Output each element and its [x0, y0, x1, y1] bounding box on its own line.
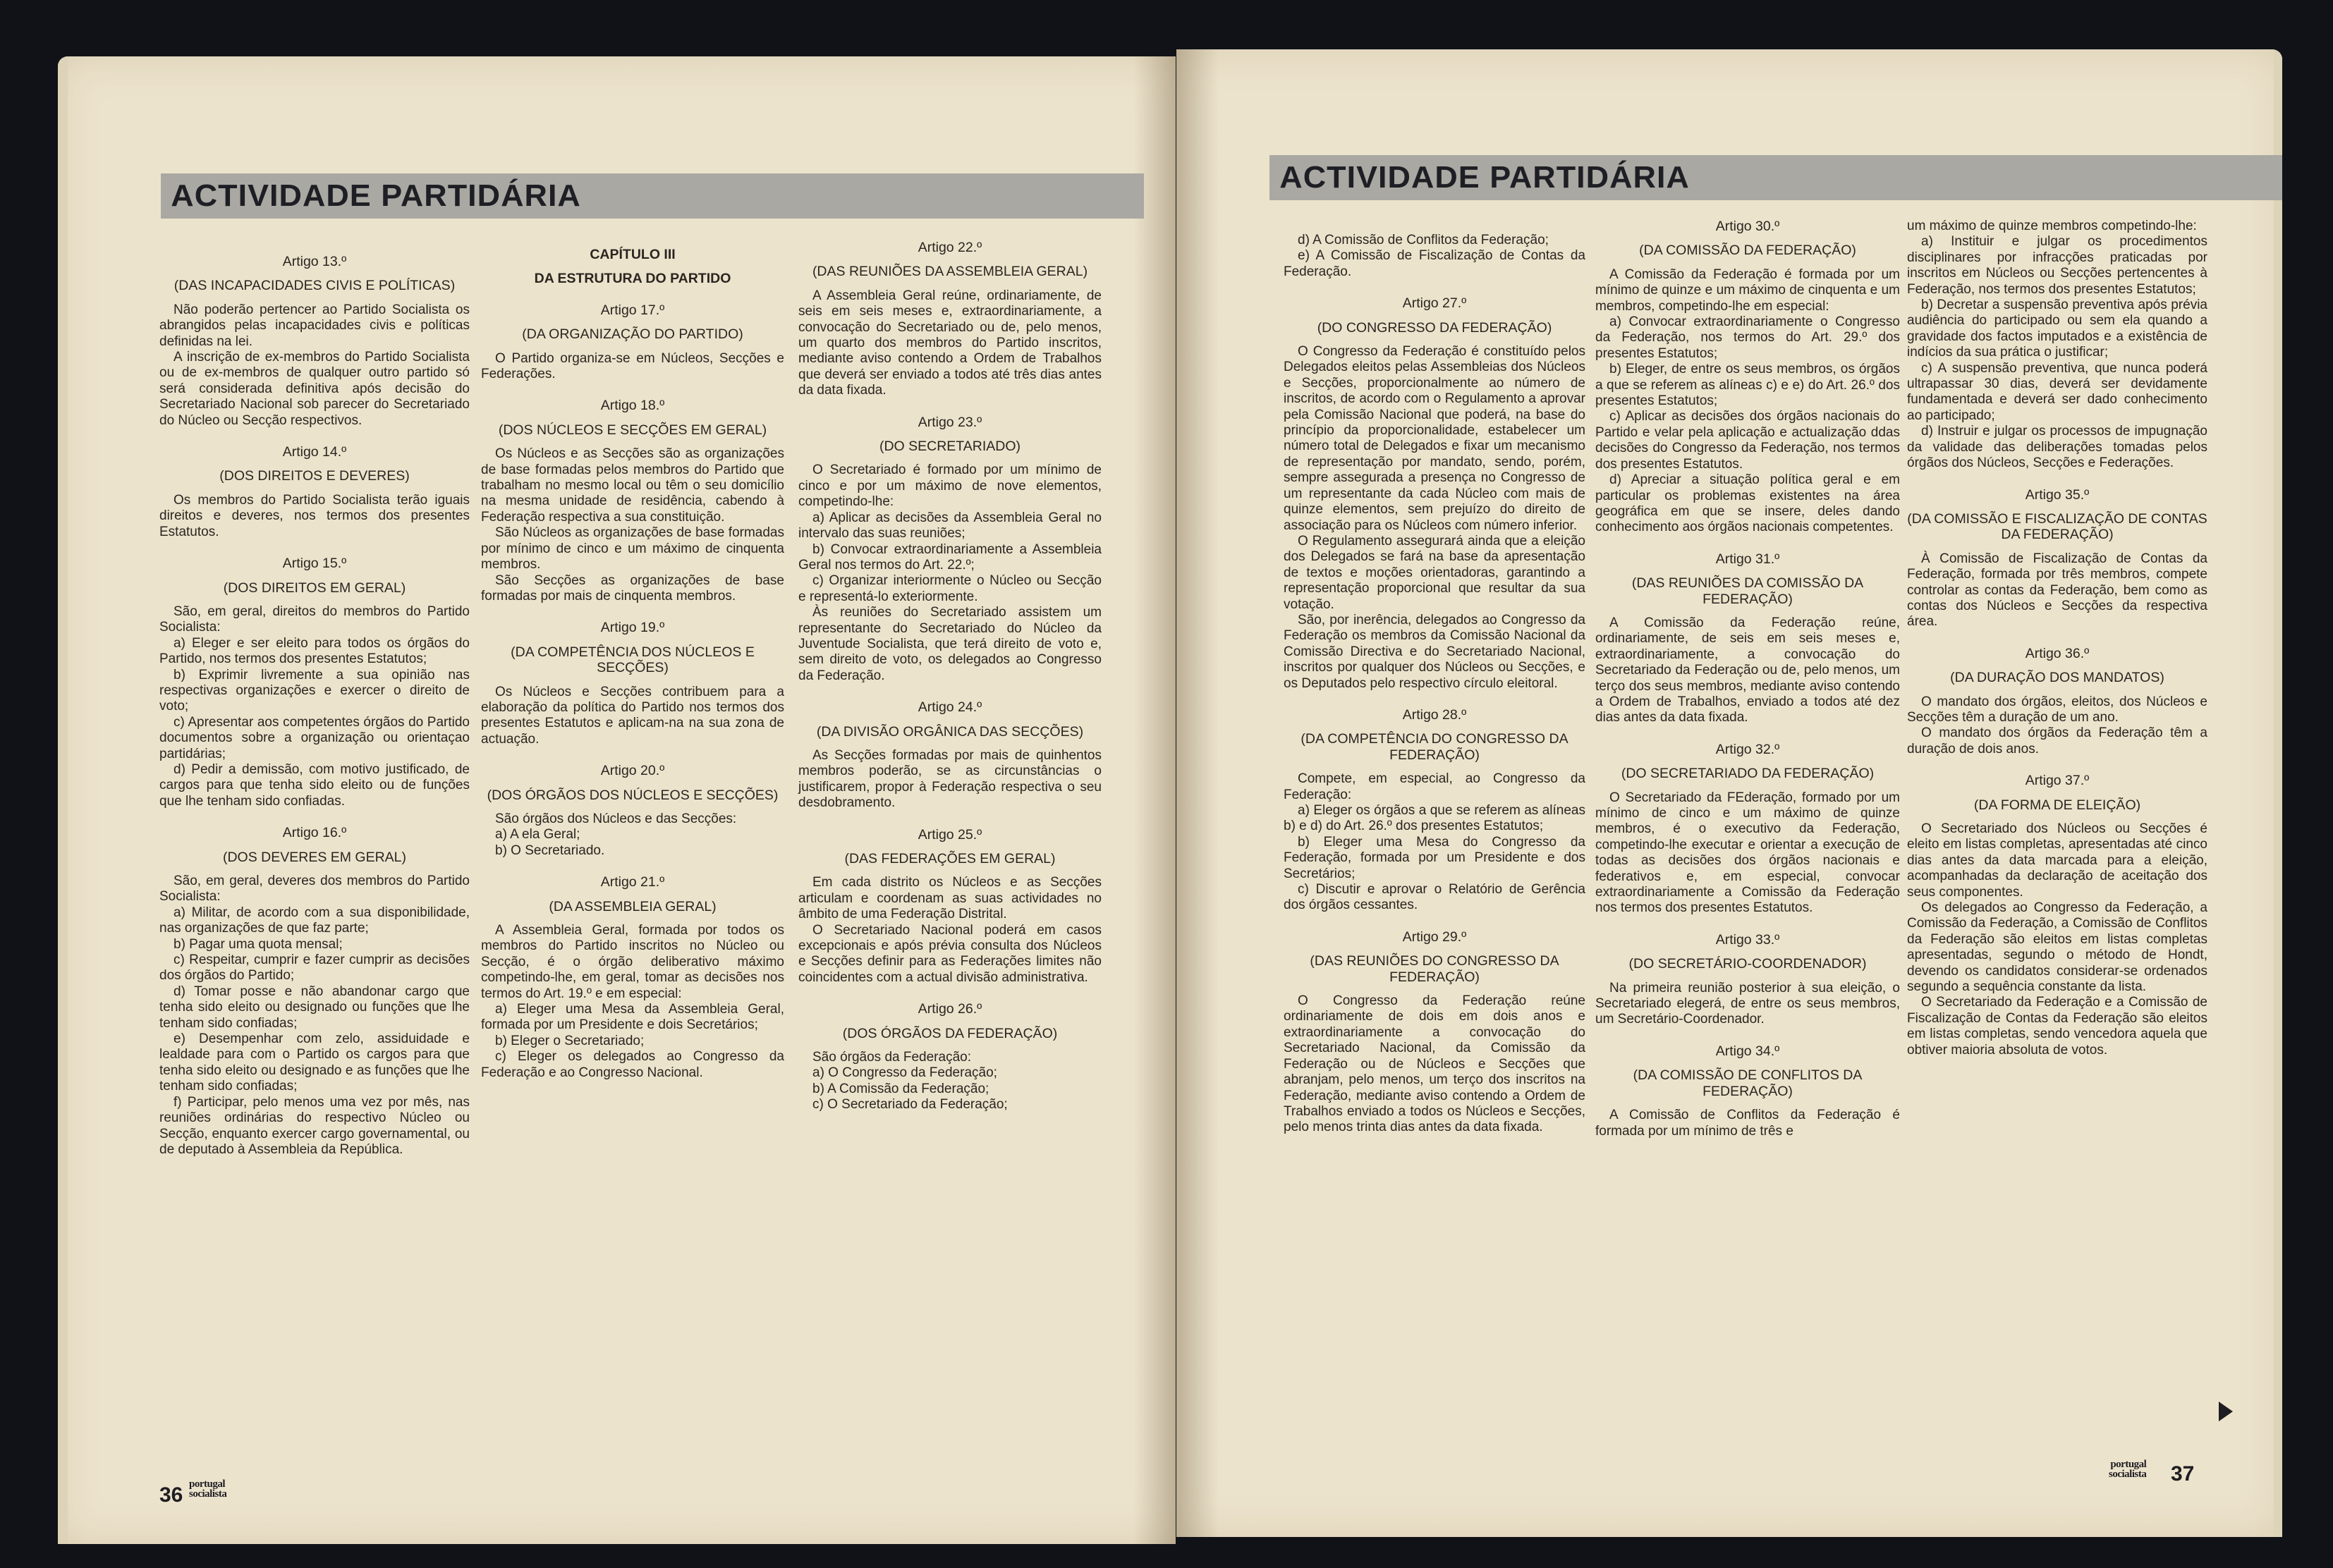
article-heading: Artigo 16.º — [282, 825, 347, 841]
logo-line-2: socialista — [189, 1488, 227, 1500]
paragraph: a) Eleger os órgãos a que se referem as alíneas b) e d) do Art. 26.º dos presentes Estatutos; — [1284, 803, 1585, 834]
continue-arrow-icon — [2219, 1402, 2233, 1421]
page-gutter-shadow — [1133, 56, 1176, 1544]
paragraph: A Comissão da Federação reúne, ordinariamente, de seis em seis meses e, extraordinariamente, a convocação do Secretariado da Federação ou de, pelo menos, um terço dos seus membros, mediante aviso contendo a Ordem de Trabalhos, enviado a todos até dez dias antes da data fixada. — [1595, 615, 1900, 725]
chapter-heading: CAPÍTULO III — [590, 247, 676, 262]
paragraph: d) Instruir e julgar os processos de impugnação da validade das deliberações tomadas pelos órgãos dos Núcleos, Secções e Federações. — [1907, 424, 2207, 471]
paragraph: a) O Congresso da Federação; — [812, 1065, 997, 1081]
article-title: (DA ASSEMBLEIA GERAL) — [549, 898, 717, 914]
article-heading: Artigo 30.º — [1715, 219, 1780, 234]
logo-line-2: socialista — [2109, 1469, 2147, 1480]
paragraph: A Comissão da Federação é formada por um mínimo de quinze e um máximo de cinquenta e um membros, competindo-lhe em especial: — [1595, 267, 1900, 314]
paragraph: a) A ela Geral; — [495, 827, 580, 843]
column-1 — [1284, 233, 1585, 1136]
paragraph: c) Aplicar as decisões dos órgãos nacionais do Partido e velar pela aplicação e actualização ddas decisões do Congresso da Federação, nos termos dos presentes Estatutos. — [1595, 409, 1900, 472]
article-title: (DA COMPETÊNCIA DOS NÚCLEOS E SECÇÕES) — [511, 644, 755, 676]
paragraph: c) Organizar interiormente o Núcleo ou Secção e representá-lo exteriormente. — [798, 573, 1102, 604]
article-heading: Artigo 26.º — [918, 1001, 982, 1017]
article-heading: Artigo 28.º — [1402, 706, 1467, 723]
paragraph: O mandato dos órgãos da Federação têm a duração de dois anos. — [1907, 725, 2207, 757]
article-heading: Artigo 15.º — [282, 556, 347, 572]
paragraph: Os membros do Partido Socialista terão iguais direitos e deveres, nos termos dos presentes Estatutos. — [159, 492, 470, 539]
right-page — [1176, 49, 2282, 1537]
paragraph: c) Respeitar, cumprir e fazer cumprir as decisões dos órgãos do Partido; — [159, 953, 470, 984]
page-number: 37 — [2171, 1462, 2195, 1486]
paragraph: e) A Comissão de Fiscalização de Contas da Federação. — [1284, 248, 1585, 279]
article-title: (DO CONGRESSO DA FEDERAÇÃO) — [1317, 319, 1552, 336]
paragraph: Os Núcleos e as Secções são as organizações de base formadas pelos membros do Partido que trabalham no mesmo local ou têm o seu domicílio na mesma unidade de residência, cabendo à Federação respectiva a sua constituição. — [481, 446, 784, 525]
article-title: (DA DIVISÃO ORGÂNICA DAS SECÇÕES) — [816, 723, 1084, 740]
paragraph: Não poderão pertencer ao Partido Socialista os abrangidos pelas incapacidades civis e políticas definidas na lei. — [159, 302, 470, 349]
paragraph: c) A suspensão preventiva, que nunca poderá ultrapassar 30 dias, deverá ser devidamente fundamentada e deverá ser dado conhecimento ao participado; — [1907, 360, 2207, 423]
article-title: (DAS INCAPACIDADES CIVIS E POLÍTICAS) — [173, 278, 456, 294]
article-heading: Artigo 31.º — [1715, 551, 1780, 567]
paragraph: b) Decretar a suspensão preventiva após prévia audiência do participado ou sem ela quando a gravidade dos factos imputados e a existência de indícios da sua prática o justificar; — [1907, 298, 2207, 360]
paragraph: c) O Secretariado da Federação; — [812, 1097, 1008, 1113]
paragraph: c) Apresentar aos competentes órgãos do Partido documentos sobre a organização ou orientaçao partidárias; — [159, 714, 470, 761]
paragraph: Às reuniões do Secretariado assistem um representante do Secretariado do Núcleo da Juventude Socialista, que terá direito de voto e, sem direito de voto, os delegados ao Congresso da Federação. — [798, 605, 1102, 683]
column-1 — [159, 254, 470, 1158]
paragraph: À Comissão de Fiscalização de Contas da Federação, formada por três membros, compete controlar as contas da Federação, bem como as contas dos Núcleos e Secções da respectiva área. — [1907, 551, 2207, 630]
paragraph: d) A Comissão de Conflitos da Federação; — [1298, 233, 1549, 247]
section-banner — [1269, 155, 2282, 200]
paragraph: e) Desempenhar com zelo, assiduidade e lealdade para com o Partido os cargos para que tenha sido eleito ou designado e as funções que lhe tenham sido confiadas; — [159, 1031, 470, 1094]
article-title: (DAS FEDERAÇÕES EM GERAL) — [844, 851, 1056, 866]
paragraph: a) Eleger e ser eleito para todos os órgãos do Partido, nos termos dos presentes Estatutos; — [159, 635, 470, 667]
page-gutter-shadow — [1176, 49, 1219, 1537]
paragraph: Os delegados ao Congresso da Federação, a Comissão da Federação, a Comissão de Conflitos da Federação são eleitos em listas completas apresentadas, segundo o método de Hondt, devendo os candidatos considerar-se ordenados segundo a sequência constante da lista. — [1907, 900, 2207, 995]
article-title: (DA FORMA DE ELEIÇÃO) — [1973, 797, 2141, 813]
article-title: (DOS ÓRGÃOS DA FEDERAÇÃO) — [842, 1025, 1058, 1041]
article-title: (DOS DIREITOS EM GERAL) — [223, 580, 406, 596]
paragraph: d) Tomar posse e não abandonar cargo que tenha sido eleito ou designado ou funções que lhe tenham sido confiadas; — [159, 984, 470, 1031]
paragraph: a) Aplicar as decisões da Assembleia Geral no intervalo das suas reuniões; — [798, 510, 1102, 541]
paragraph: O mandato dos órgãos, eleitos, dos Núcleos e Secções têm a duração de um ano. — [1907, 694, 2207, 725]
paragraph: a) Convocar extraordinariamente o Congresso da Federação, nos termos do Art. 29.º dos presentes Estatutos; — [1595, 314, 1900, 361]
article-heading: Artigo 27.º — [1402, 295, 1467, 312]
paragraph: São, em geral, deveres dos membros do Partido Socialista: — [159, 874, 470, 905]
paragraph: b) Eleger o Secretariado; — [495, 1033, 645, 1048]
logo-line-1: portugal — [189, 1478, 226, 1490]
paragraph: A Assembleia Geral reúne, ordinariamente, de seis em seis meses e, extraordinariamente, a convocação do Secretariado ou de, pelo menos, um quarto dos membros do Partido inscritos, mediante aviso contendo a Ordem de Trabalhos que deverá ser enviado a todos até três dias antes da data fixada. — [798, 288, 1102, 398]
page-edge — [58, 56, 68, 1544]
paragraph: b) Exprimir livremente a sua opinião nas respectivas organizações e exercer o direito de voto; — [159, 667, 470, 714]
article-title: (DA COMISSÃO E FISCALIZAÇÃO DE CONTAS DA FEDERAÇÃO) — [1907, 510, 2207, 543]
article-heading: Artigo 25.º — [918, 826, 982, 843]
article-heading: Artigo 33.º — [1715, 931, 1780, 948]
article-heading: Artigo 17.º — [600, 302, 665, 318]
article-title: (DAS REUNIÕES DO CONGRESSO DA FEDERAÇÃO) — [1310, 953, 1559, 985]
paragraph: O Congresso da Federação é constituído pelos Delegados eleitos pelas Assembleias dos Núcleos e Secções, proporcionalmente ao número de inscritos, de acordo com o Regulamento a aprovar pela Comissão Nacional que poderá, na base do princípio da proporcionalidade, estabelecer um número total de Delegados e fixar um mecanismo de representação por mandato, sendo, porém, sempre assegurada a presença no Congresso de um representante da cada Núcleo com mais de quinze elementos, sem prejuízo do direito de associação para os Núcleos com número inferior. — [1284, 344, 1585, 533]
page-edge — [2274, 49, 2282, 1537]
column-2 — [481, 247, 784, 1081]
article-title: (DA COMISSÃO DE CONFLITOS DA FEDERAÇÃO) — [1633, 1067, 1863, 1099]
article-heading: Artigo 34.º — [1715, 1043, 1780, 1059]
chapter-heading: DA ESTRUTURA DO PARTIDO — [534, 271, 731, 287]
paragraph: b) Convocar extraordinariamente a Assembleia Geral nos termos do Art. 22.º; — [798, 541, 1102, 572]
article-title: (DA COMISSÃO DA FEDERAÇÃO) — [1639, 243, 1856, 259]
column-3 — [798, 240, 1102, 1113]
paragraph: c) Eleger os delegados ao Congresso da Federação e ao Congresso Nacional. — [481, 1049, 784, 1080]
article-title: (DO SECRETARIADO) — [879, 439, 1021, 455]
paragraph: As Secções formadas por mais de quinhentos membros poderão, se as circunstâncias o justificarem, propor à Federação respectiva o seu desdobramento. — [798, 747, 1102, 811]
paragraph: O Secretariado da FEderação, formado por um mínimo de cinco e um máximo de quinze membros, é o executivo da Federação, competindo-lhe executar e orientar a execução de todas as decisões dos órgãos nacionais e federativos e, em especial, convocar extraordinariamente a Comissão da Federação nos termos dos presentes Estatutos. — [1595, 790, 1900, 916]
article-title: (DO SECRETARIADO DA FEDERAÇÃO) — [1621, 766, 1875, 782]
article-heading: Artigo 24.º — [918, 699, 982, 716]
paragraph: f) Participar, pelo menos uma vez por mês, nas reuniões ordinárias do respectivo Núcleo ou Secção, enquanto exercer cargo governamental, ou de deputado à Assembleia da República. — [159, 1094, 470, 1157]
paragraph: São órgãos dos Núcleos e das Secções: — [495, 811, 737, 826]
paragraph: O Partido organiza-se em Núcleos, Secções e Federações. — [481, 350, 784, 382]
paragraph: São Núcleos as organizações de base formadas por mínimo de cinco e um máximo de cinquenta membros. — [481, 525, 784, 572]
paragraph: Compete, em especial, ao Congresso da Federação: — [1284, 771, 1585, 802]
article-title: (DA DURAÇÃO DOS MANDATOS) — [1950, 670, 2164, 686]
paragraph: b) O Secretariado. — [495, 843, 605, 858]
publication-logo — [189, 1479, 226, 1499]
paragraph: d) Pedir a demissão, com motivo justificado, de cargos para que tenha sido eleito ou de funções que lhe tenham sido confiadas. — [159, 761, 470, 809]
logo-line-1: portugal — [2110, 1459, 2147, 1470]
article-heading: Artigo 32.º — [1715, 741, 1780, 757]
article-heading: Artigo 19.º — [600, 620, 665, 636]
article-heading: Artigo 37.º — [2025, 773, 2090, 789]
paragraph: O Secretariado dos Núcleos ou Secções é eleito em listas completas, apresentadas até cinco dias antes da data marcada para a eleição, acompanhadas da declaração de aceitação dos seus componentes. — [1907, 821, 2207, 900]
paragraph: Na primeira reunião posterior à sua eleição, o Secretariado elegerá, de entre os seus membros, um Secretário-Coordenador. — [1595, 980, 1900, 1027]
article-heading: Artigo 13.º — [282, 254, 347, 269]
article-title: (DA ORGANIZAÇÃO DO PARTIDO) — [522, 326, 743, 343]
paragraph: b) Eleger uma Mesa do Congresso da Federação, formada por um Presidente e dos Secretários; — [1284, 834, 1585, 881]
paragraph: O Regulamento assegurará ainda que a eleição dos Delegados se fará na base da apresentação de textos e moções orientadoras, garantindo a representação proporcional que resultar da sua votação. — [1284, 533, 1585, 612]
paragraph: Em cada distrito os Núcleos e as Secções articulam e coordenam as suas actividades no âmbito de uma Federação Distrital. — [798, 875, 1102, 922]
paragraph: São, em geral, direitos do membros do Partido Socialista: — [159, 604, 470, 635]
article-title: (DOS ÓRGÃOS DOS NÚCLEOS E SECÇÕES) — [487, 787, 779, 803]
page-number: 36 — [159, 1483, 183, 1507]
article-heading: Artigo 18.º — [600, 398, 665, 414]
paragraph: A inscrição de ex-membros do Partido Socialista ou de ex-membros de qualquer outro partido só será considerada definitiva após decisão do Secretariado Nacional sob parecer do Secretariado do Núcleo ou Secção respectivos. — [159, 350, 470, 428]
article-heading: Artigo 36.º — [2025, 645, 2090, 661]
paragraph: b) Eleger, de entre os seus membros, os órgãos a que se referem as alíneas c) e e) do Art. 26.º dos presentes Estatutos; — [1595, 362, 1900, 409]
section-banner-title: ACTIVIDADE PARTIDÁRIA — [171, 178, 581, 213]
article-heading: Artigo 14.º — [282, 444, 347, 460]
paragraph: d) Apreciar a situação política geral e em particular os problemas existentes na área geográfica em que se insere, deles dando conhecimento aos órgãos nacionais competentes. — [1595, 472, 1900, 535]
paragraph: São, por inerência, delegados ao Congresso da Federação os membros da Comissão Nacional da Comissão Directiva e do Secretariado Nacional, inscritos por qualquer dos Núcleos ou Secções, e os Deputados pelo respectivo círculo eleitoral. — [1284, 612, 1585, 691]
section-banner — [161, 173, 1144, 219]
section-banner-title: ACTIVIDADE PARTIDÁRIA — [1279, 160, 1690, 195]
article-heading: Artigo 21.º — [600, 874, 665, 890]
article-heading: Artigo 29.º — [1402, 929, 1467, 945]
paragraph: São órgãos da Federação: — [812, 1050, 971, 1065]
article-heading: Artigo 22.º — [918, 240, 982, 255]
paragraph: a) Militar, de acordo com a sua disponibilidade, nas organizações de que faz parte; — [159, 905, 470, 936]
paragraph: O Congresso da Federação reúne ordinariamente de dois em dois anos e extraordinariamente a convocação do Secretariado Nacional, da Comissão da Federação ou de Núcleos e Secções que abranjam, pelo menos, um terço dos inscritos na Federação, mediante aviso contendo a Ordem de Trabalhos enviado a todos os Núcleos e Secções, pelo menos trinta dias antes da data fixada. — [1284, 993, 1585, 1135]
paragraph: c) Discutir e aprovar o Relatório de Gerência dos órgãos cessantes. — [1284, 882, 1585, 913]
paragraph: um máximo de quinze membros competindo-lhe: — [1907, 219, 2197, 233]
column-2 — [1595, 219, 1900, 1139]
paragraph: O Secretariado é formado por um mínimo de cinco e por um máximo de nove elementos, competindo-lhe: — [798, 463, 1102, 510]
paragraph: A Assembleia Geral, formada por todos os membros do Partido inscritos no Núcleo ou Secção, é o órgão deliberativo máximo competindo-lhe, em geral, tomar as decisões nos termos do Art. 19.º e em especial: — [481, 923, 784, 1001]
article-title: (DAS REUNIÕES DA COMISSÃO DA FEDERAÇÃO) — [1631, 575, 1864, 607]
paragraph: O Secretariado Nacional poderá em casos excepcionais e após prévia consulta dos Núcleos e Secções definir para as Federações limites não coincidentes com a actual divisão administrativa. — [798, 922, 1102, 985]
paragraph: b) Pagar uma quota mensal; — [173, 936, 343, 952]
publication-logo — [2109, 1459, 2146, 1479]
paragraph: b) A Comissão da Federação; — [812, 1081, 989, 1096]
column-3 — [1907, 219, 2207, 1058]
article-heading: Artigo 20.º — [600, 763, 665, 779]
article-heading: Artigo 35.º — [2025, 486, 2090, 503]
article-title: (DOS DIREITOS E DEVERES) — [219, 468, 410, 484]
article-title: (DOS NÚCLEOS E SECÇÕES EM GERAL) — [498, 422, 767, 438]
article-title: (DAS REUNIÕES DA ASSEMBLEIA GERAL) — [812, 264, 1088, 280]
paragraph: a) Instituir e julgar os procedimentos disciplinares por infracções praticadas por inscritos em Núcleos ou Secções pertencentes à Federação, nos termos dos presentes Estatutos; — [1907, 234, 2207, 297]
paragraph: Os Núcleos e Secções contribuem para a elaboração da política do Partido nos termos dos presentes Estatutos e aplicam-na na sua zona de actuação. — [481, 684, 784, 747]
paragraph: A Comissão de Conflitos da Federação é formada por um mínimo de três e — [1595, 1108, 1900, 1139]
left-page — [58, 56, 1176, 1544]
article-heading: Artigo 23.º — [918, 414, 982, 430]
paragraph: São Secções as organizações de base formadas por mais de cinquenta membros. — [481, 572, 784, 604]
article-title: (DO SECRETÁRIO-COORDENADOR) — [1628, 956, 1867, 972]
paragraph: a) Eleger uma Mesa da Assembleia Geral, formada por um Presidente e dois Secretários; — [481, 1002, 784, 1033]
paragraph: O Secretariado da Federação e a Comissão de Fiscalização de Contas da Federação são eleitos em listas completas, sendo vencedora aquela que obtiver maioria absoluta de votos. — [1907, 995, 2207, 1058]
article-title: (DOS DEVERES EM GERAL) — [222, 849, 407, 865]
article-title: (DA COMPETÊNCIA DO CONGRESSO DA FEDERAÇÃO) — [1300, 731, 1568, 763]
